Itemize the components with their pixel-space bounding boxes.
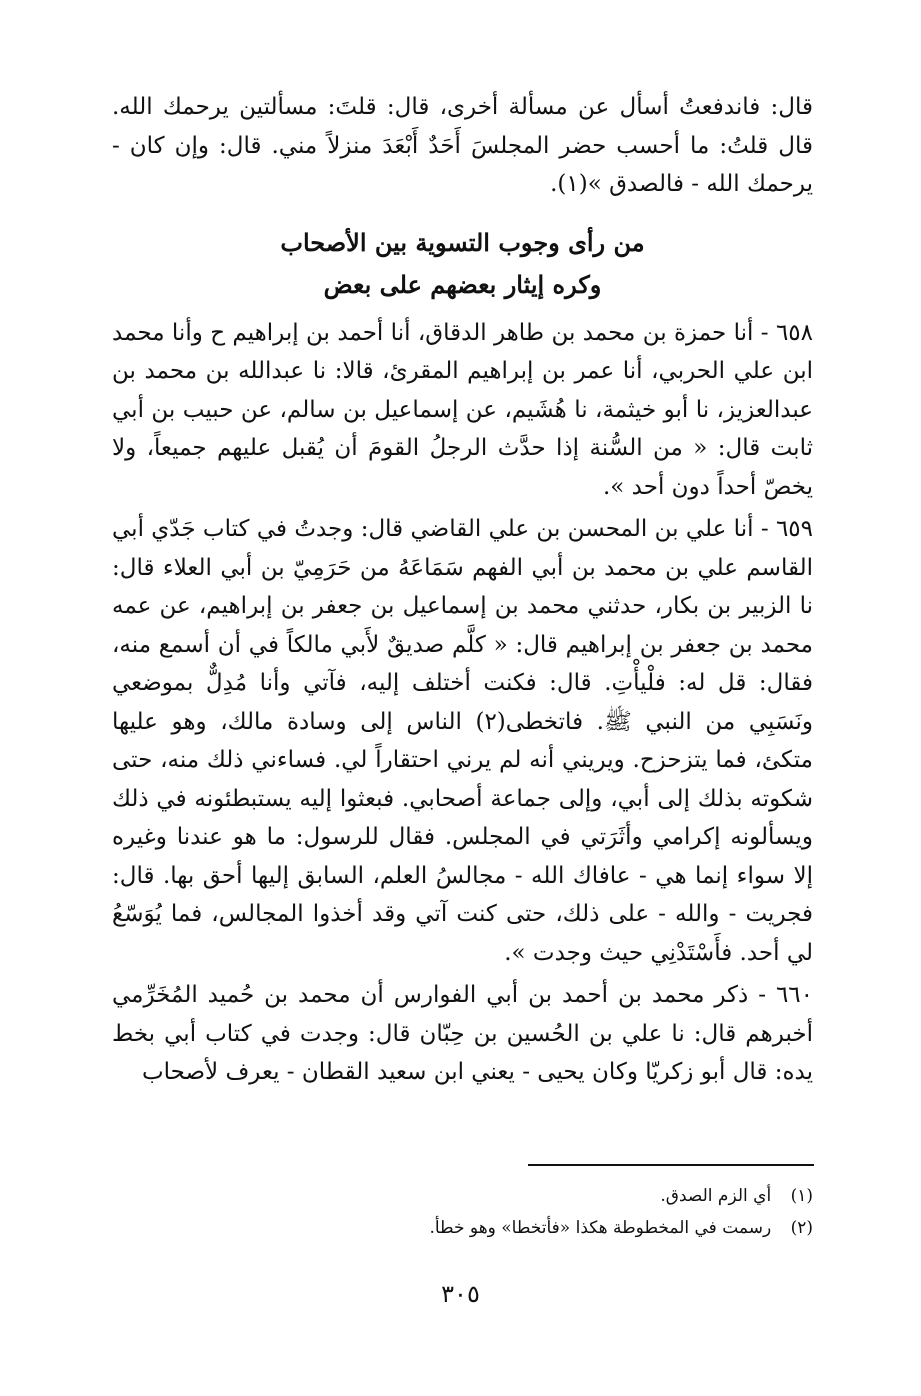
paragraph-658: ٦٥٨ - أنا حمزة بن محمد بن طاهر الدقاق، أنا أحمد بن إبراهيم ح وأنا محمد ابن علي الحربي، أنا عمر بن إبراهيم المقرئ، قالا: نا عبدالله بن محمد بن عبدالعزيز، نا أبو خيثمة، نا هُشَيم، عن إسماعيل بن سالم، عن حبيب بن أبي ثابت قال: « من السُّنة إذا حدَّث الرجلُ القومَ أن يُقبل عليهم جميعاً، ولا يخصّ أحداً دون أحد ». <box>112 319 813 500</box>
footnote-2-number: (٢) <box>790 1218 813 1238</box>
section-heading <box>112 222 813 306</box>
paragraph-intro: قال: فاندفعتُ أسأل عن مسألة أخرى، قال: قلتَ: مسألتين يرحمك الله. قال قلتُ: ما أحسب حضر المجلسَ أَحَدٌ أَبْعَدَ منزلاً مني. قال: وإن كان - يرحمك الله - فالصدق »(١). <box>112 94 813 197</box>
footnote-1 <box>113 1180 813 1212</box>
footnotes <box>113 1180 813 1244</box>
page-number: ٣٠٥ <box>441 1280 480 1308</box>
footnote-1-number: (١) <box>790 1186 813 1206</box>
footnote-divider <box>528 1164 814 1166</box>
footnote-1-text: أي الزم الصدق. <box>660 1186 772 1206</box>
paragraph-660: ٦٦٠ - ذكر محمد بن أحمد بن أبي الفوارس أن محمد بن حُميد المُخَرِّمي أخبرهم قال: نا علي بن الحُسين بن حِبّان قال: وجدت في كتاب أبي بخط يده: قال أبو زكريّا وكان يحيى - يعني ابن سعيد القطان - يعرف لأصحاب <box>112 982 813 1085</box>
footnote-2 <box>113 1212 813 1244</box>
footnote-2-text: رسمت في المخطوطة هكذا «فأتخطا» وهو خطأ. <box>429 1218 772 1238</box>
heading-line-2: وكره إيثار بعضهم على بعض <box>323 269 602 299</box>
heading-line-1: من رأى وجوب التسوية بين الأصحاب <box>280 227 645 257</box>
paragraph-659: ٦٥٩ - أنا علي بن المحسن بن علي القاضي قال: وجدتُ في كتاب جَدّي أبي القاسم علي بن محمد بن أبي الفهم سَمَاعَهُ من حَرَمِيّ بن أبي العلاء قال: نا الزبير بن بكار، حدثني محمد بن إسماعيل بن جعفر بن إبراهيم، عن عمه محمد بن جعفر بن إبراهيم قال: « كلَّم صديقٌ لأَبي مالكاً في أن أسمع منه، فقال: قل له: فلْيأْتِ. قال: فكنت أختلف إليه، فآتي وأنا مُدِلٌّ بموضعي ونَسَبِي من النبي ﷺ. فاتخطى(٢) الناس إلى وسادة مالك، وهو عليها متكئ، فما يتزحزح. ويريني أنه لم يرني احتقاراً لي. فساءني ذلك منه، حتى شكوته بذلك إلى أبي، وإلى جماعة أصحابي. فبعثوا إليه يستبطئونه في ذلك ويسألونه إكرامي وأثَرَتي في المجلس. فقال للرسول: ما هو عندنا وغيره إلا سواء إنما هي - عافاك الله - مجالسُ العلم، السابق إليها أحق بها. قال: فجريت - والله - على ذلك، حتى كنت آتي وقد أخذوا المجالس، فما يُوَسّعُ لي أحد. فأَسْتَدْنِي حيث وجدت ». <box>112 516 813 966</box>
